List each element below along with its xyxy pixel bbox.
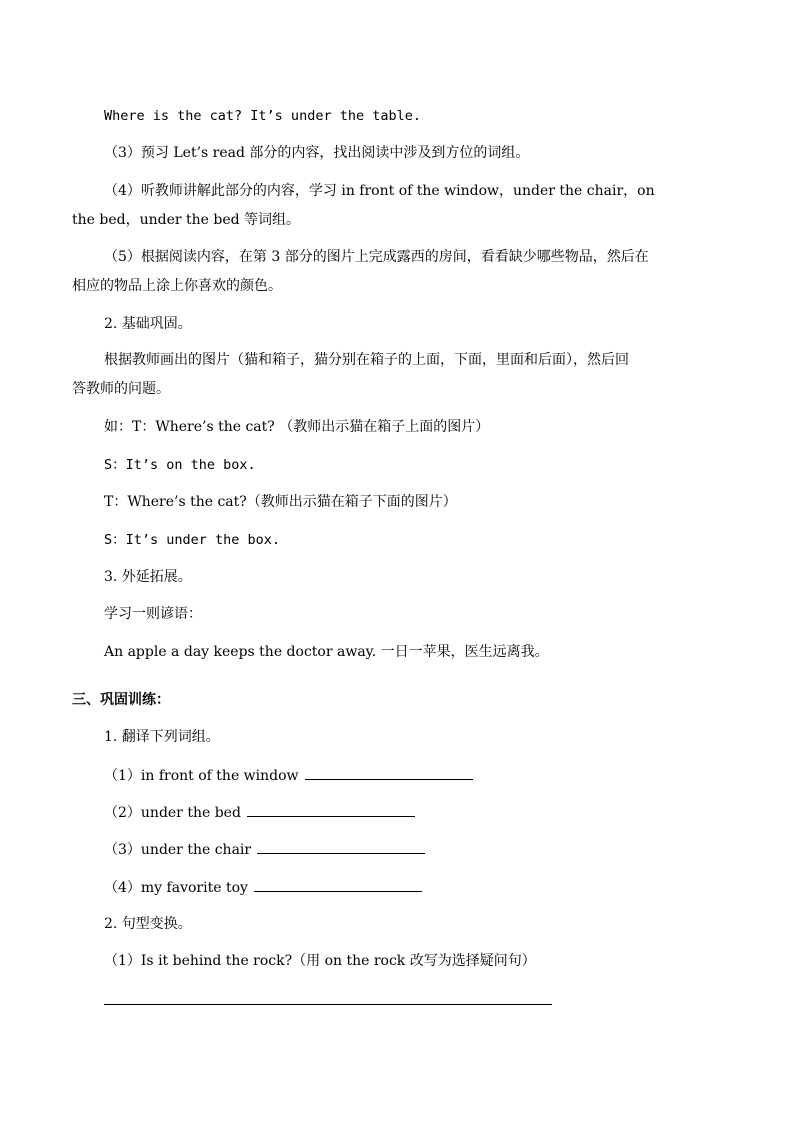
answer-blank[interactable] [254, 877, 422, 892]
exercise-item [104, 877, 422, 898]
text-line: Where is the cat? It’s under the table. [104, 108, 421, 124]
text-line: S：It’s on the box. [104, 457, 256, 473]
text-line: 3. 外延拓展。 [104, 569, 192, 585]
text-line: T：Where’s the cat?（教师出示猫在箱子下面的图片） [104, 494, 457, 510]
text-line: 答教师的问题。 [72, 381, 170, 397]
text-line: （4）听教师讲解此部分的内容，学习 in front of the window，under the chair，on [104, 183, 655, 199]
exercise-item [104, 802, 415, 823]
text-line: 2. 基础巩固。 [104, 316, 192, 332]
exercise-item-text: （1）in front of the window [104, 768, 299, 784]
text-line: 如：T：Where’s the cat? （教师出示猫在箱子上面的图片） [104, 419, 490, 435]
exercise-item-text: （4）my favorite toy [104, 880, 248, 896]
section-heading: 三、巩固训练： [72, 692, 170, 708]
answer-blank[interactable] [247, 802, 415, 817]
text-line: 相应的物品上涂上你喜欢的颜色。 [72, 278, 282, 294]
exercise-item-text: （2）under the bed [104, 805, 241, 821]
text-line: （5）根据阅读内容，在第 3 部分的图片上完成露西的房间，看看缺少哪些物品，然后在 [104, 249, 649, 265]
text-line: 根据教师画出的图片（猫和箱子，猫分别在箱子的上面，下面，里面和后面），然后回 [104, 352, 629, 368]
exercise-item [104, 839, 425, 860]
text-line: （3）预习 Let’s read 部分的内容，找出阅读中涉及到方位的词组。 [104, 145, 530, 161]
question-title: 1. 翻译下列词组。 [104, 729, 220, 745]
exercise-item [104, 765, 473, 786]
text-line: S：It’s under the box. [104, 532, 281, 548]
answer-blank[interactable] [305, 765, 473, 780]
answer-line[interactable] [104, 1004, 552, 1005]
text-line: the bed，under the bed 等词组。 [72, 212, 301, 228]
text-line: An apple a day keeps the doctor away. 一日一苹果，医生远离我。 [104, 644, 549, 660]
question-title: 2. 句型变换。 [104, 916, 192, 932]
exercise-item-text: （1）Is it behind the rock?（用 on the rock 改写为选择疑问句） [104, 953, 536, 969]
exercise-item-text: （3）under the chair [104, 842, 252, 858]
answer-blank[interactable] [257, 839, 425, 854]
text-line: 学习一则谚语： [104, 606, 202, 622]
